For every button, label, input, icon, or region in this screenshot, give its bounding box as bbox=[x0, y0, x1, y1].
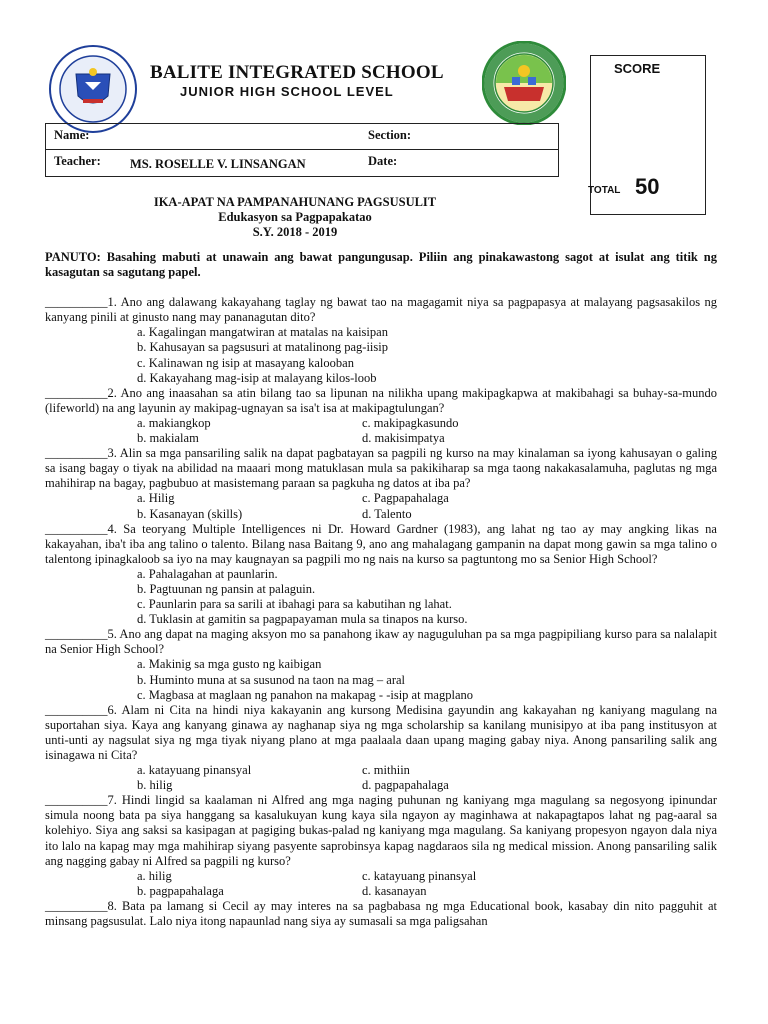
date-label: Date: bbox=[368, 154, 398, 168]
teacher-label: Teacher: bbox=[54, 154, 101, 168]
question-8: __________8. Bata pa lamang si Cecil ay may interes na sa pagbabasa ng mga Educational book, kasabay din nito pagguhit at minsang pagsusulat. Lalo niya itong napaunlad nang siya ay sumasali sa mga paligsahan bbox=[45, 898, 717, 929]
exam-school-year: S.Y. 2018 - 2019 bbox=[252, 225, 338, 239]
option: a. makiangkop bbox=[137, 415, 211, 430]
exam-body bbox=[45, 250, 717, 929]
option: b. Kahusayan sa pagsusuri at matalinong pag-iisip bbox=[137, 340, 388, 355]
score-label: SCORE bbox=[614, 61, 661, 76]
teacher-name: MS. ROSELLE V. LINSANGAN bbox=[130, 157, 306, 171]
question-2-options bbox=[137, 416, 717, 446]
option: b. pagpapahalaga bbox=[137, 883, 224, 898]
question-5-options bbox=[137, 657, 717, 702]
school-level: JUNIOR HIGH SCHOOL LEVEL bbox=[180, 84, 394, 99]
option: c. makipagkasundo bbox=[362, 415, 459, 430]
option: d. Tuklasin at gamitin sa pagpapayaman mula sa tinapos na kurso. bbox=[137, 612, 468, 627]
option: d. Talento bbox=[362, 506, 412, 521]
option: b. Kasanayan (skills) bbox=[137, 506, 243, 521]
exam-subject: Edukasyon sa Pagpapakatao bbox=[218, 210, 372, 224]
option: b. hilig bbox=[137, 778, 173, 793]
question-3: __________3. Alin sa mga pansariling salik na dapat pagbatayan sa pagpili ng kurso na may kinalaman sa iyong kahusayan o galing sa isang bagay o tiyak na abilidad na maaari mong matuklasan mula sa pakikiharap sa mga taong nakakasalamuha, paglutas ng mga mahihirap na bagay, pagbubuo at masistemang paraan sa pagkuha ng datos at iba pa? bbox=[45, 446, 717, 491]
question-4-options bbox=[137, 567, 717, 627]
question-1-options bbox=[137, 325, 717, 385]
option: c. Paunlarin para sa sarili at ibahagi para sa kabutihan ng lahat. bbox=[137, 597, 452, 612]
option: a. katayuang pinansyal bbox=[137, 763, 252, 778]
question-5: __________5. Ano ang dapat na maging aksyon mo sa panahong ikaw ay naguguluhan pa sa mga pagpipiliang kurso para sa nalalapit na Senior High School? bbox=[45, 627, 717, 657]
instructions: PANUTO: Basahing mabuti at unawain ang bawat pangungusap. Piliin ang pinakawastong sagot at isulat ang titik ng kasagutan sa sagutang papel. bbox=[45, 250, 717, 280]
option: a. Kagalingan mangatwiran at matalas na kaisipan bbox=[137, 325, 388, 340]
question-2: __________2. Ano ang inaasahan sa atin bilang tao sa lipunan na nilikha upang makipagkapwa at makibahagi sa buhay-sa-mundo (lifeworld) na ang layunin ay makipag-ugnayan sa isa't isa at makipagtulungan? bbox=[45, 385, 717, 415]
option: a. Hilig bbox=[137, 491, 175, 506]
option: a. Makinig sa mga gusto ng kaibigan bbox=[137, 657, 322, 672]
option: b. Pagtuunan ng pansin at palaguin. bbox=[137, 581, 316, 596]
option: d. Kakayahang mag-isip at malayang kilos-loob bbox=[137, 370, 377, 385]
name-row bbox=[46, 124, 558, 149]
question-1: __________1. Ano ang dalawang kakayahang taglay ng bawat tao na magagamit niya sa pagpapasya at malayang pagsasakilos ng kanyang pinili at ginusto nang may pananagutan dito? bbox=[45, 295, 717, 325]
school-logo bbox=[482, 41, 566, 125]
deped-seal-logo bbox=[48, 44, 138, 134]
section-label: Section: bbox=[368, 128, 412, 142]
teacher-row bbox=[46, 149, 558, 176]
question-6: __________6. Alam ni Cita na hindi niya kakayanin ang kursong Medisina gayundin ang kakayahan ng kaniyang magulang na suportahan siya. Kaya ang kanyang ginawa ay naghanap siya ng mga scholarship sa kanilang munisipyo at iba pang institusyon at unti-unti ay nagsulat siya ng mga tiyak niyang plano at mga paalaala daan upang maging gabay niya. Anong pansariling salik ang isinagawa ni Cita? bbox=[45, 702, 717, 762]
school-name: BALITE INTEGRATED SCHOOL bbox=[150, 62, 444, 83]
option: c. Kalinawan ng isip at masayang kalooban bbox=[137, 355, 354, 370]
question-3-options bbox=[137, 491, 717, 521]
question-7: __________7. Hindi lingid sa kaalaman ni Alfred ang mga naging puhunan ng kaniyang mga magulang sa negosyong ipinundar simula noong bata pa siya hanggang sa kasalukuyan kung kaya sila ngayon ay maginhawa at nakapagtapos lahat ng pag-aaral sa kolehiyo. Siya ang saksi sa kasipagan at pagiging bukas-palad ng kaniyang mga magulang. Sa kaniyang propesyon ngayon dala niya ito lalo na kapag may mga mahihirap siyang pasyente saprobinsya kapag nagdaraos sila ng medical mission. Anong pansariling salik ang nagging gabay ni Alfred sa pagpili ng kurso? bbox=[45, 793, 717, 868]
option: d. makisimpatya bbox=[362, 431, 445, 446]
question-6-options bbox=[137, 763, 717, 793]
exam-title: IKA-APAT NA PAMPANAHUNANG PAGSUSULIT bbox=[153, 195, 437, 209]
option: c. Pagpapahalaga bbox=[362, 491, 449, 506]
option: c. mithiin bbox=[362, 763, 410, 778]
score-box bbox=[590, 55, 706, 215]
question-7-options bbox=[137, 869, 717, 899]
name-label: Name: bbox=[54, 128, 90, 142]
question-4: __________4. Sa teoryang Multiple Intelligences ni Dr. Howard Gardner (1983), ang lahat ng tao ay may angking likas na kakayahan, iba't iba ang talino o talento. Bilang nasa Baitang 9, ano ang mahalagang gampanin na dapat mong gawin sa mga talino o talentong ipinagkaloob sa iyo na may kaugnayan sa pagpili mo ng nais na kurso sa pagtuntong mo sa Senior High School? bbox=[45, 521, 717, 566]
option: c. katayuang pinansyal bbox=[362, 868, 477, 883]
option: a. Pahalagahan at paunlarin. bbox=[137, 566, 278, 581]
option: b. makialam bbox=[137, 431, 199, 446]
total-label: TOTAL bbox=[588, 185, 621, 196]
option: a. hilig bbox=[137, 868, 172, 883]
option: d. kasanayan bbox=[362, 883, 427, 898]
student-info-table bbox=[45, 123, 559, 177]
total-value: 50 bbox=[635, 174, 660, 199]
option: d. pagpapahalaga bbox=[362, 778, 449, 793]
option: c. Magbasa at maglaan ng panahon na makapag - -isip at magplano bbox=[137, 687, 473, 702]
option: b. Huminto muna at sa susunod na taon na mag – aral bbox=[137, 672, 405, 687]
